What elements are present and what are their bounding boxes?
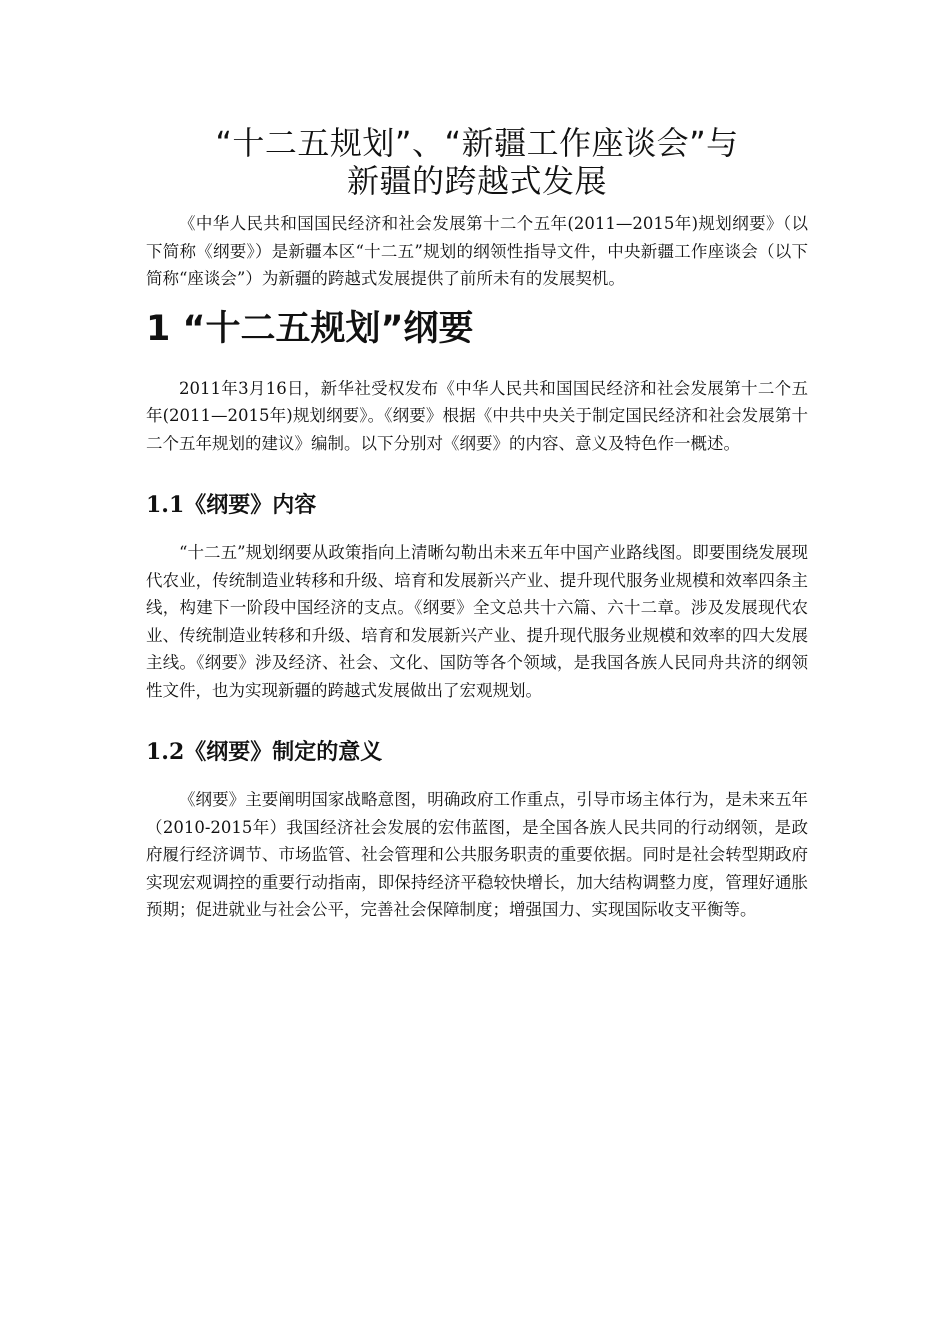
intro-paragraph: 《中华人民共和国国民经济和社会发展第十二个五年(2011—2015年)规划纲要》（以下简称《纲要》）是新疆本区“十二五”规划的纲领性指导文件，中央新疆工作座谈会（以下简称“座谈会”）为新疆的跨越式发展提供了前所未有的发展契机。 [146, 214, 808, 288]
section-1-1-heading: 1.1《纲要》内容 [146, 492, 317, 518]
section-1-paragraph: 2011年3月16日，新华社受权发布《中华人民共和国国民经济和社会发展第十二个五年(2011—2015年)规划纲要》。《纲要》根据《中共中央关于制定国民经济和社会发展第十二个五年规划的建议》编制。以下分别对《纲要》的内容、意义及特色作一概述。 [146, 378, 808, 453]
title-line-1: “十二五规划”、“新疆工作座谈会”与 [215, 124, 739, 162]
section-1-2-paragraph: 《纲要》主要阐明国家战略意图，明确政府工作重点，引导市场主体行为，是未来五年（2010-2015年）我国经济社会发展的宏伟蓝图，是全国各族人民共同的行动纲领，是政府履行经济调节、市场监管、社会管理和公共服务职责的重要依据。同时是社会转型期政府实现宏观调控的重要行动指南，即保持经济平稳较快增长，加大结构调整力度，管理好通胀预期；促进就业与社会公平，完善社会保障制度；增强国力、实现国际收支平衡等。 [146, 790, 808, 919]
document-body [146, 124, 808, 924]
document-title [146, 124, 808, 200]
section-1-2-heading: 1.2《纲要》制定的意义 [146, 739, 383, 765]
section-1-1-paragraph: “十二五”规划纲要从政策指向上清晰勾勒出未来五年中国产业路线图。即要围绕发展现代农业，传统制造业转移和升级、培育和发展新兴产业、提升现代服务业规模和效率四条主线，构建下一阶段中国经济的支点。《纲要》全文总共十六篇、六十二章。涉及发展现代农业、传统制造业转移和升级、培育和发展新兴产业、提升现代服务业规模和效率的四大发展主线。《纲要》涉及经济、社会、文化、国防等各个领域，是我国各族人民同舟共济的纲领性文件，也为实现新疆的跨越式发展做出了宏观规划。 [146, 543, 808, 700]
title-line-2: 新疆的跨越式发展 [346, 162, 607, 200]
section-1-heading: 1 “十二五规划”纲要 [146, 308, 474, 349]
